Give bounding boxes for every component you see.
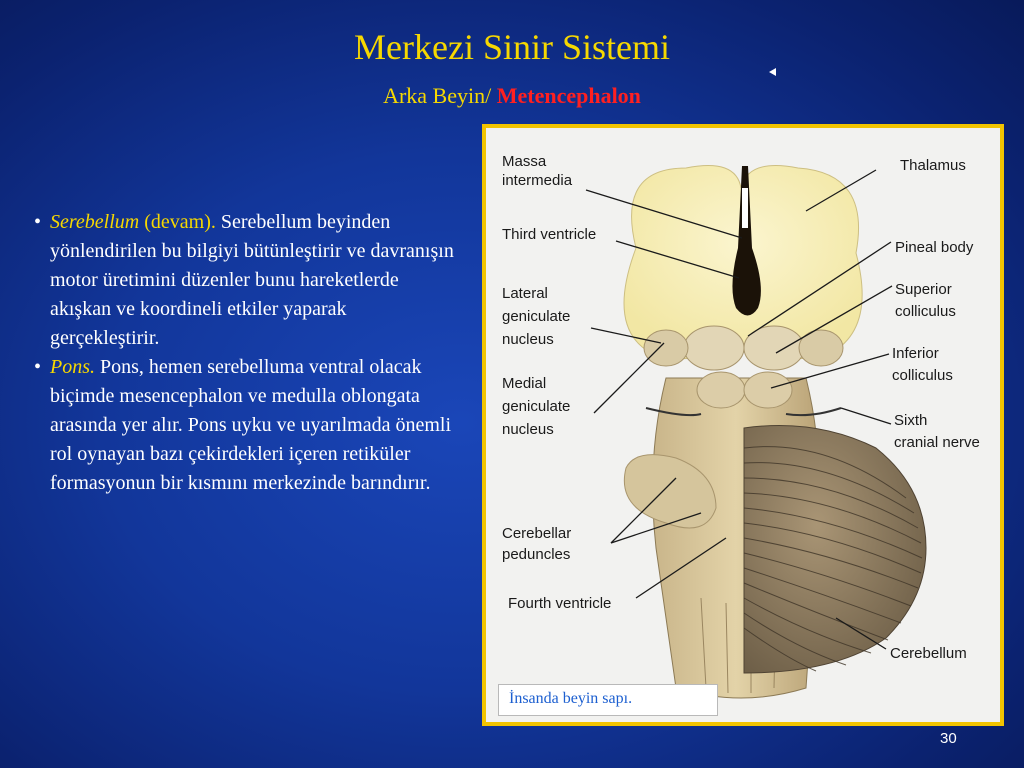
label-thalamus: Thalamus bbox=[900, 157, 966, 174]
label-pineal-body: Pineal body bbox=[895, 239, 974, 256]
label-cerebellar-peduncles: peduncles bbox=[502, 546, 571, 563]
nav-back-arrow-icon[interactable] bbox=[769, 68, 776, 76]
brainstem-figure bbox=[482, 124, 1004, 726]
bullet-list bbox=[34, 208, 454, 498]
label-lateral-geniculate: Lateral bbox=[502, 285, 548, 302]
label-superior-colliculus: Superior bbox=[895, 281, 952, 298]
bullet-dot-icon: • bbox=[34, 211, 42, 233]
label-inferior-colliculus: Inferior bbox=[892, 345, 939, 362]
label-lateral-geniculate: nucleus bbox=[502, 331, 554, 348]
slide-title: Merkezi Sinir Sistemi bbox=[354, 27, 670, 67]
bullet-serebellum bbox=[34, 208, 454, 353]
bullet-text: Pons, hemen serebelluma ventral olacak biçimde mesencephalon ve medulla oblongata arasında yer alır. Pons uyku ve uyarılmada önemli rol oynayan bazı çekirdekleri içeren retiküler formasyonun bir kısmını merkezinde barındırır. bbox=[50, 356, 452, 494]
label-medial-geniculate: Medial bbox=[502, 375, 547, 392]
subtitle-highlight: Metencephalon bbox=[496, 83, 641, 108]
subtitle-prefix: Arka Beyin/ bbox=[383, 83, 497, 108]
label-medial-geniculate: geniculate bbox=[502, 398, 571, 415]
label-lateral-geniculate: geniculate bbox=[502, 308, 571, 325]
label-massa: Massa bbox=[502, 153, 547, 170]
bullet-text: Serebellum beyinden yönlendirilen bu bilgiyi bütünleştirir ve davranışın motor üretimini düzenler bunu hareketlerde akışkan ve koordineli etkiler yaparak gerçekleştirir. bbox=[50, 211, 454, 349]
bullet-dot-icon: • bbox=[34, 356, 42, 378]
page-number: 30 bbox=[940, 730, 957, 747]
label-superior-colliculus: colliculus bbox=[895, 303, 956, 320]
label-massa: intermedia bbox=[502, 172, 573, 189]
label-fourth-ventricle: Fourth ventricle bbox=[508, 595, 612, 612]
figure-caption: İnsanda beyin sapı. bbox=[498, 684, 718, 716]
bullet-pons bbox=[34, 353, 454, 498]
label-inferior-colliculus: colliculus bbox=[892, 367, 953, 384]
label-cerebellar-peduncles: Cerebellar bbox=[502, 525, 572, 542]
brainstem-illustration bbox=[486, 128, 1000, 722]
bullet-term: Pons. bbox=[50, 356, 95, 378]
label-third-ventricle: Third ventricle bbox=[502, 226, 597, 243]
bullet-term: Serebellum bbox=[50, 211, 140, 233]
label-medial-geniculate: nucleus bbox=[502, 421, 554, 438]
label-sixth-cranial-nerve: Sixth bbox=[894, 412, 928, 429]
bullet-term-suffix: (devam). bbox=[139, 211, 216, 233]
slide-subtitle bbox=[0, 83, 1024, 109]
label-sixth-cranial-nerve: cranial nerve bbox=[894, 434, 980, 451]
label-cerebellum: Cerebellum bbox=[890, 645, 967, 662]
